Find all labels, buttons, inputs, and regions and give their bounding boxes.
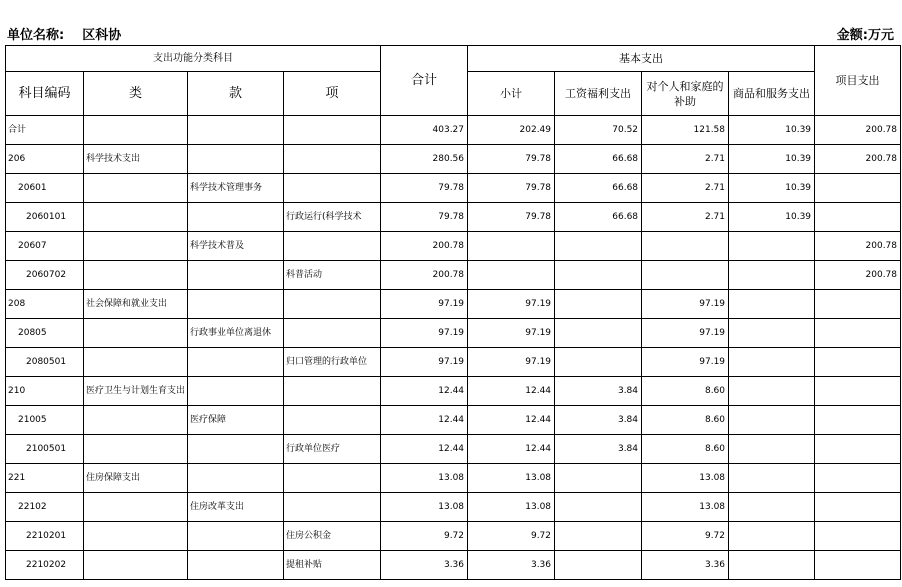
personal-cell (642, 232, 729, 261)
personal-cell: 2.71 (642, 174, 729, 203)
total-header: 合计 (381, 46, 468, 116)
code-cell: 221 (6, 464, 84, 493)
wage-cell: 66.68 (555, 145, 642, 174)
func-category-header: 支出功能分类科目 (6, 46, 381, 72)
kuan-cell (188, 145, 284, 174)
table-row (6, 174, 901, 203)
personal-cell: 2.71 (642, 145, 729, 174)
table-row (6, 203, 901, 232)
wage-cell (555, 348, 642, 377)
total-cell: 200.78 (381, 232, 468, 261)
lei-cell (84, 348, 188, 377)
total-cell: 13.08 (381, 493, 468, 522)
personal-cell (642, 261, 729, 290)
goods-cell (729, 493, 815, 522)
personal-cell: 2.71 (642, 203, 729, 232)
total-cell: 79.78 (381, 174, 468, 203)
wage-cell: 70.52 (555, 116, 642, 145)
wage-cell: 66.68 (555, 203, 642, 232)
wage-cell: 3.84 (555, 435, 642, 464)
lei-cell (84, 319, 188, 348)
subtotal-cell: 12.44 (468, 406, 555, 435)
subtotal-cell: 97.19 (468, 290, 555, 319)
goods-cell (729, 435, 815, 464)
code-cell: 合计 (6, 116, 84, 145)
table-row (6, 232, 901, 261)
goods-cell (729, 290, 815, 319)
wage-cell (555, 522, 642, 551)
expenditure-table (5, 45, 901, 580)
code-cell: 20601 (6, 174, 84, 203)
wage-header: 工资福利支出 (555, 72, 642, 116)
lei-cell: 科学技术支出 (84, 145, 188, 174)
kuan-cell (188, 377, 284, 406)
personal-cell: 13.08 (642, 493, 729, 522)
subtotal-cell (468, 232, 555, 261)
goods-cell: 10.39 (729, 116, 815, 145)
xiang-cell (284, 116, 381, 145)
lei-cell (84, 261, 188, 290)
xiang-cell: 提租补贴 (284, 551, 381, 580)
lei-cell (84, 174, 188, 203)
kuan-cell (188, 261, 284, 290)
kuan-cell: 住房改革支出 (188, 493, 284, 522)
lei-cell (84, 435, 188, 464)
project-cell: 200.78 (815, 261, 901, 290)
table-row (6, 464, 901, 493)
xiang-header: 项 (284, 72, 381, 116)
goods-cell (729, 319, 815, 348)
total-cell: 12.44 (381, 435, 468, 464)
goods-cell (729, 232, 815, 261)
goods-cell (729, 464, 815, 493)
personal-cell: 121.58 (642, 116, 729, 145)
personal-cell: 9.72 (642, 522, 729, 551)
table-body (6, 116, 901, 580)
project-cell (815, 464, 901, 493)
kuan-cell: 科学技术普及 (188, 232, 284, 261)
personal-cell: 3.36 (642, 551, 729, 580)
project-cell (815, 377, 901, 406)
project-cell (815, 348, 901, 377)
xiang-cell (284, 406, 381, 435)
code-cell: 2080501 (6, 348, 84, 377)
xiang-cell: 行政运行(科学技术 (284, 203, 381, 232)
unit-label: 单位名称: (7, 28, 65, 43)
goods-cell (729, 406, 815, 435)
wage-cell (555, 464, 642, 493)
goods-cell: 10.39 (729, 145, 815, 174)
table-row (6, 348, 901, 377)
subtotal-cell: 79.78 (468, 174, 555, 203)
subtotal-cell: 9.72 (468, 522, 555, 551)
basic-expenditure-header: 基本支出 (468, 46, 815, 72)
table-row (6, 493, 901, 522)
code-header: 科目编码 (6, 72, 84, 116)
lei-cell: 住房保障支出 (84, 464, 188, 493)
goods-cell (729, 551, 815, 580)
xiang-cell: 科普活动 (284, 261, 381, 290)
xiang-cell (284, 493, 381, 522)
personal-cell: 8.60 (642, 377, 729, 406)
code-cell: 20607 (6, 232, 84, 261)
project-cell (815, 522, 901, 551)
code-cell: 20805 (6, 319, 84, 348)
code-cell: 2060702 (6, 261, 84, 290)
personal-cell: 97.19 (642, 319, 729, 348)
code-cell: 21005 (6, 406, 84, 435)
table-row (6, 406, 901, 435)
project-cell (815, 174, 901, 203)
table-row (6, 522, 901, 551)
xiang-cell: 归口管理的行政单位 (284, 348, 381, 377)
table-row (6, 145, 901, 174)
code-cell: 2060101 (6, 203, 84, 232)
kuan-cell: 行政事业单位离退休 (188, 319, 284, 348)
wage-cell (555, 551, 642, 580)
kuan-header: 款 (188, 72, 284, 116)
wage-cell: 66.68 (555, 174, 642, 203)
table-row (6, 290, 901, 319)
total-cell: 3.36 (381, 551, 468, 580)
project-cell: 200.78 (815, 232, 901, 261)
amount-unit: 金额:万元 (836, 28, 894, 43)
kuan-cell (188, 348, 284, 377)
total-cell: 200.78 (381, 261, 468, 290)
wage-cell: 3.84 (555, 377, 642, 406)
project-cell (815, 406, 901, 435)
kuan-cell: 医疗保障 (188, 406, 284, 435)
lei-header: 类 (84, 72, 188, 116)
goods-cell (729, 377, 815, 406)
total-cell: 97.19 (381, 319, 468, 348)
xiang-cell (284, 290, 381, 319)
lei-cell: 医疗卫生与计划生育支出 (84, 377, 188, 406)
personal-header: 对个人和家庭的补助 (642, 72, 729, 116)
personal-cell: 97.19 (642, 348, 729, 377)
unit-header (7, 24, 121, 43)
wage-cell (555, 261, 642, 290)
goods-header: 商品和服务支出 (729, 72, 815, 116)
xiang-cell (284, 174, 381, 203)
total-cell: 97.19 (381, 290, 468, 319)
total-cell: 12.44 (381, 406, 468, 435)
xiang-cell (284, 232, 381, 261)
total-cell: 9.72 (381, 522, 468, 551)
project-cell: 200.78 (815, 116, 901, 145)
total-cell: 12.44 (381, 377, 468, 406)
personal-cell: 97.19 (642, 290, 729, 319)
subtotal-cell: 13.08 (468, 464, 555, 493)
total-cell: 97.19 (381, 348, 468, 377)
subtotal-cell: 97.19 (468, 348, 555, 377)
lei-cell (84, 116, 188, 145)
wage-cell (555, 232, 642, 261)
xiang-cell: 行政单位医疗 (284, 435, 381, 464)
total-cell: 280.56 (381, 145, 468, 174)
code-cell: 210 (6, 377, 84, 406)
table-row (6, 435, 901, 464)
code-cell: 2210202 (6, 551, 84, 580)
xiang-cell (284, 145, 381, 174)
code-cell: 2210201 (6, 522, 84, 551)
unit-name: 区科协 (82, 28, 122, 43)
total-cell: 79.78 (381, 203, 468, 232)
table-row (6, 377, 901, 406)
subtotal-cell: 12.44 (468, 377, 555, 406)
wage-cell: 3.84 (555, 406, 642, 435)
lei-cell (84, 522, 188, 551)
project-cell (815, 551, 901, 580)
code-cell: 2100501 (6, 435, 84, 464)
goods-cell: 10.39 (729, 174, 815, 203)
lei-cell (84, 493, 188, 522)
subtotal-cell: 12.44 (468, 435, 555, 464)
goods-cell (729, 261, 815, 290)
kuan-cell (188, 522, 284, 551)
xiang-cell: 住房公积金 (284, 522, 381, 551)
personal-cell: 13.08 (642, 464, 729, 493)
table-row (6, 551, 901, 580)
goods-cell (729, 522, 815, 551)
lei-cell: 社会保障和就业支出 (84, 290, 188, 319)
code-cell: 208 (6, 290, 84, 319)
header-row-1 (6, 46, 901, 72)
total-cell: 403.27 (381, 116, 468, 145)
subtotal-cell: 79.78 (468, 145, 555, 174)
kuan-cell (188, 464, 284, 493)
table-row (6, 319, 901, 348)
project-expenditure-header: 项目支出 (815, 46, 901, 116)
subtotal-cell: 13.08 (468, 493, 555, 522)
lei-cell (84, 406, 188, 435)
lei-cell (84, 203, 188, 232)
table-row (6, 116, 901, 145)
total-cell: 13.08 (381, 464, 468, 493)
wage-cell (555, 493, 642, 522)
wage-cell (555, 290, 642, 319)
subtotal-cell: 202.49 (468, 116, 555, 145)
project-cell (815, 493, 901, 522)
kuan-cell (188, 203, 284, 232)
xiang-cell (284, 464, 381, 493)
project-cell (815, 435, 901, 464)
goods-cell: 10.39 (729, 203, 815, 232)
table-row (6, 261, 901, 290)
code-cell: 22102 (6, 493, 84, 522)
project-cell: 200.78 (815, 145, 901, 174)
lei-cell (84, 232, 188, 261)
xiang-cell (284, 377, 381, 406)
kuan-cell (188, 116, 284, 145)
personal-cell: 8.60 (642, 435, 729, 464)
subtotal-cell: 3.36 (468, 551, 555, 580)
kuan-cell (188, 435, 284, 464)
lei-cell (84, 551, 188, 580)
personal-cell: 8.60 (642, 406, 729, 435)
kuan-cell (188, 551, 284, 580)
subtotal-cell (468, 261, 555, 290)
kuan-cell (188, 290, 284, 319)
project-cell (815, 319, 901, 348)
subtotal-cell: 97.19 (468, 319, 555, 348)
kuan-cell: 科学技术管理事务 (188, 174, 284, 203)
project-cell (815, 290, 901, 319)
xiang-cell (284, 319, 381, 348)
code-cell: 206 (6, 145, 84, 174)
project-cell (815, 203, 901, 232)
wage-cell (555, 319, 642, 348)
subtotal-header: 小计 (468, 72, 555, 116)
goods-cell (729, 348, 815, 377)
subtotal-cell: 79.78 (468, 203, 555, 232)
